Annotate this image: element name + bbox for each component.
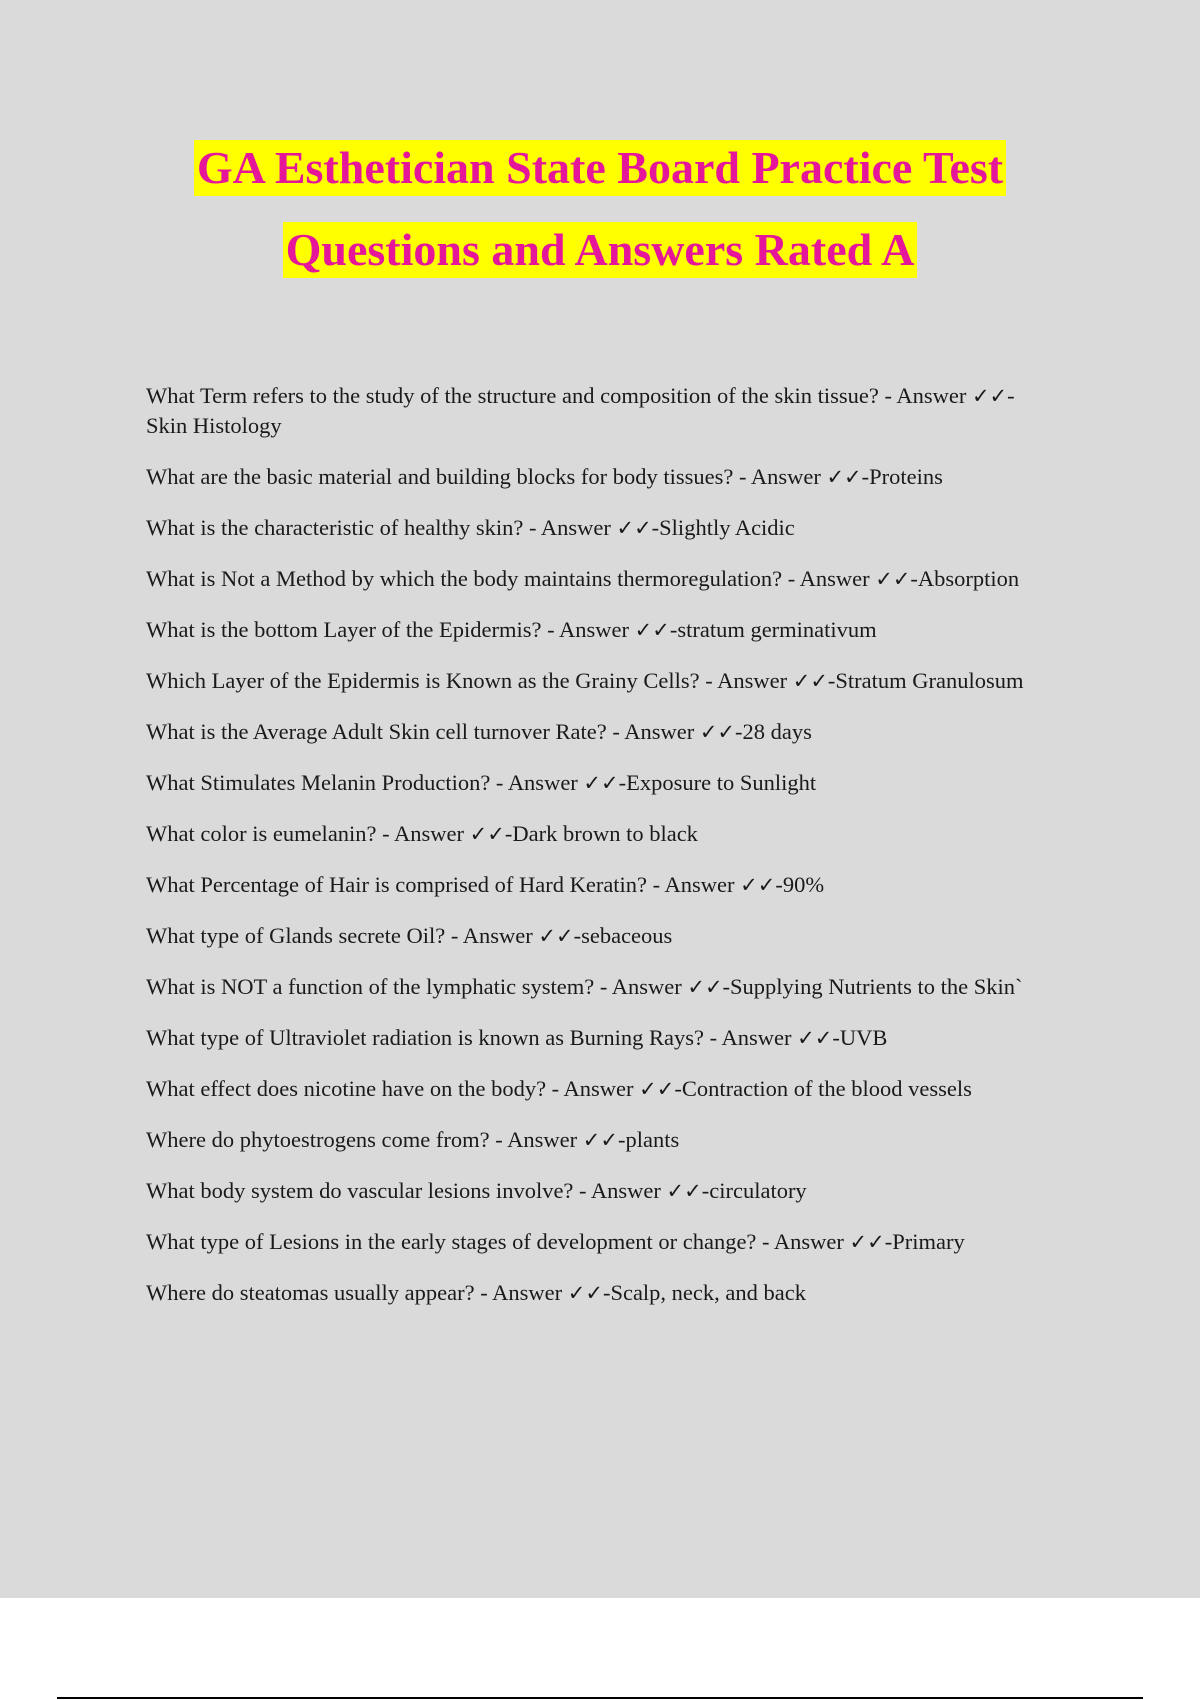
- double-checkmark-icon: ✓✓: [971, 384, 1008, 408]
- question-text: What body system do vascular lesions involve? - Answer: [146, 1178, 667, 1203]
- answer-text: Proteins: [869, 464, 943, 489]
- answer-text: Stratum Granulosum: [835, 668, 1024, 693]
- answer-text: UVB: [839, 1025, 888, 1050]
- double-checkmark-icon: ✓✓: [583, 771, 619, 795]
- qa-item: What is the characteristic of healthy skin? - Answer ✓✓-Slightly Acidic: [146, 515, 795, 540]
- qa-item: What color is eumelanin? - Answer ✓✓-Dark brown to black: [146, 821, 698, 846]
- answer-text: plants: [625, 1127, 680, 1152]
- answer-text: 90%: [782, 872, 825, 897]
- question-text: What is the Average Adult Skin cell turnover Rate? - Answer: [146, 719, 700, 744]
- question-text: What type of Glands secrete Oil? - Answer: [146, 923, 539, 948]
- title-line-1: GA Esthetician State Board Practice Test: [194, 140, 1006, 196]
- document-title: [0, 140, 1200, 278]
- qa-item: What type of Glands secrete Oil? - Answer ✓✓-sebaceous: [146, 923, 673, 948]
- qa-item: What is the bottom Layer of the Epidermis? - Answer ✓✓-stratum germinativum: [146, 617, 877, 642]
- answer-text: Supplying Nutrients to the Skin`: [730, 974, 1023, 999]
- double-checkmark-icon: ✓✓: [797, 1026, 833, 1050]
- qa-item: What Percentage of Hair is comprised of Hard Keratin? - Answer ✓✓-90%: [146, 872, 825, 897]
- question-text: What Term refers to the study of the structure and composition of the skin tissue? - Answer: [146, 383, 972, 408]
- double-checkmark-icon: ✓✓: [826, 465, 862, 489]
- double-checkmark-icon: ✓✓: [616, 516, 652, 540]
- double-checkmark-icon: ✓✓: [469, 822, 505, 846]
- answer-text: Slightly Acidic: [659, 515, 795, 540]
- double-checkmark-icon: ✓✓: [699, 720, 736, 744]
- qa-item: Which Layer of the Epidermis is Known as the Grainy Cells? - Answer ✓✓-Stratum Granulosum: [146, 668, 1024, 693]
- qa-item: Where do phytoestrogens come from? - Answer ✓✓-plants: [146, 1127, 680, 1152]
- qa-item: What Stimulates Melanin Production? - Answer ✓✓-Exposure to Sunlight: [146, 770, 817, 795]
- answer-text: Dark brown to black: [512, 821, 698, 846]
- answer-text: Exposure to Sunlight: [626, 770, 817, 795]
- answer-text: Scalp, neck, and back: [610, 1280, 806, 1305]
- double-checkmark-icon: ✓✓: [875, 567, 911, 591]
- qa-item: What are the basic material and building blocks for body tissues? - Answer ✓✓-Proteins: [146, 464, 943, 489]
- answer-text: stratum germinativum: [677, 617, 877, 642]
- question-text: What is Not a Method by which the body maintains thermoregulation? - Answer: [146, 566, 876, 591]
- qa-item: What type of Lesions in the early stages of development or change? - Answer ✓✓-Primary: [146, 1229, 965, 1254]
- answer-text: circulatory: [709, 1178, 807, 1203]
- question-text: What type of Lesions in the early stages of development or change? - Answer: [146, 1229, 850, 1254]
- double-checkmark-icon: ✓✓: [740, 873, 776, 897]
- answer-text: sebaceous: [581, 923, 673, 948]
- qa-item: What Term refers to the study of the structure and composition of the skin tissue? - Answer ✓✓-Skin Histology: [146, 383, 1015, 438]
- question-text: What effect does nicotine have on the body? - Answer: [146, 1076, 640, 1101]
- question-text: What type of Ultraviolet radiation is known as Burning Rays? - Answer: [146, 1025, 798, 1050]
- question-text: What is NOT a function of the lymphatic system? - Answer: [146, 974, 688, 999]
- answer-text: Skin Histology: [146, 413, 282, 438]
- double-checkmark-icon: ✓✓: [639, 1077, 675, 1101]
- question-text: Where do phytoestrogens come from? - Answer: [146, 1127, 583, 1152]
- question-text: What is the bottom Layer of the Epidermis? - Answer: [146, 617, 635, 642]
- question-text: What is the characteristic of healthy skin? - Answer: [146, 515, 617, 540]
- qa-item: Where do steatomas usually appear? - Answer ✓✓-Scalp, neck, and back: [146, 1280, 806, 1305]
- double-checkmark-icon: ✓✓: [582, 1128, 618, 1152]
- double-checkmark-icon: ✓✓: [567, 1281, 603, 1305]
- title-line-2: Questions and Answers Rated A: [283, 222, 918, 278]
- qa-item: What effect does nicotine have on the body? - Answer ✓✓-Contraction of the blood vessels: [146, 1076, 972, 1101]
- answer-text: Primary: [892, 1229, 965, 1254]
- qa-item: What body system do vascular lesions involve? - Answer ✓✓-circulatory: [146, 1178, 807, 1203]
- double-checkmark-icon: ✓✓: [538, 924, 574, 948]
- double-checkmark-icon: ✓✓: [849, 1230, 885, 1254]
- answer-text: Contraction of the blood vessels: [681, 1076, 972, 1101]
- question-text: Where do steatomas usually appear? - Answer: [146, 1280, 568, 1305]
- double-checkmark-icon: ✓✓: [666, 1179, 702, 1203]
- question-text: What are the basic material and building blocks for body tissues? - Answer: [146, 464, 827, 489]
- qa-item: What is NOT a function of the lymphatic system? - Answer ✓✓-Supplying Nutrients to the Skin`: [146, 974, 1023, 999]
- double-checkmark-icon: ✓✓: [792, 669, 828, 693]
- qa-item: What is Not a Method by which the body maintains thermoregulation? - Answer ✓✓-Absorption: [146, 566, 1020, 591]
- question-text: What Stimulates Melanin Production? - Answer: [146, 770, 584, 795]
- double-checkmark-icon: ✓✓: [687, 975, 723, 999]
- question-text: What Percentage of Hair is comprised of Hard Keratin? - Answer: [146, 872, 741, 897]
- question-text: What color is eumelanin? - Answer: [146, 821, 470, 846]
- answer-text: Absorption: [917, 566, 1020, 591]
- footer-divider: [57, 1697, 1143, 1699]
- qa-item: What type of Ultraviolet radiation is known as Burning Rays? - Answer ✓✓-UVB: [146, 1025, 888, 1050]
- answer-text: 28 days: [742, 719, 812, 744]
- question-text: Which Layer of the Epidermis is Known as the Grainy Cells? - Answer: [146, 668, 793, 693]
- double-checkmark-icon: ✓✓: [634, 618, 670, 642]
- qa-list: [146, 381, 1046, 1329]
- qa-item: What is the Average Adult Skin cell turnover Rate? - Answer ✓✓-28 days: [146, 719, 812, 744]
